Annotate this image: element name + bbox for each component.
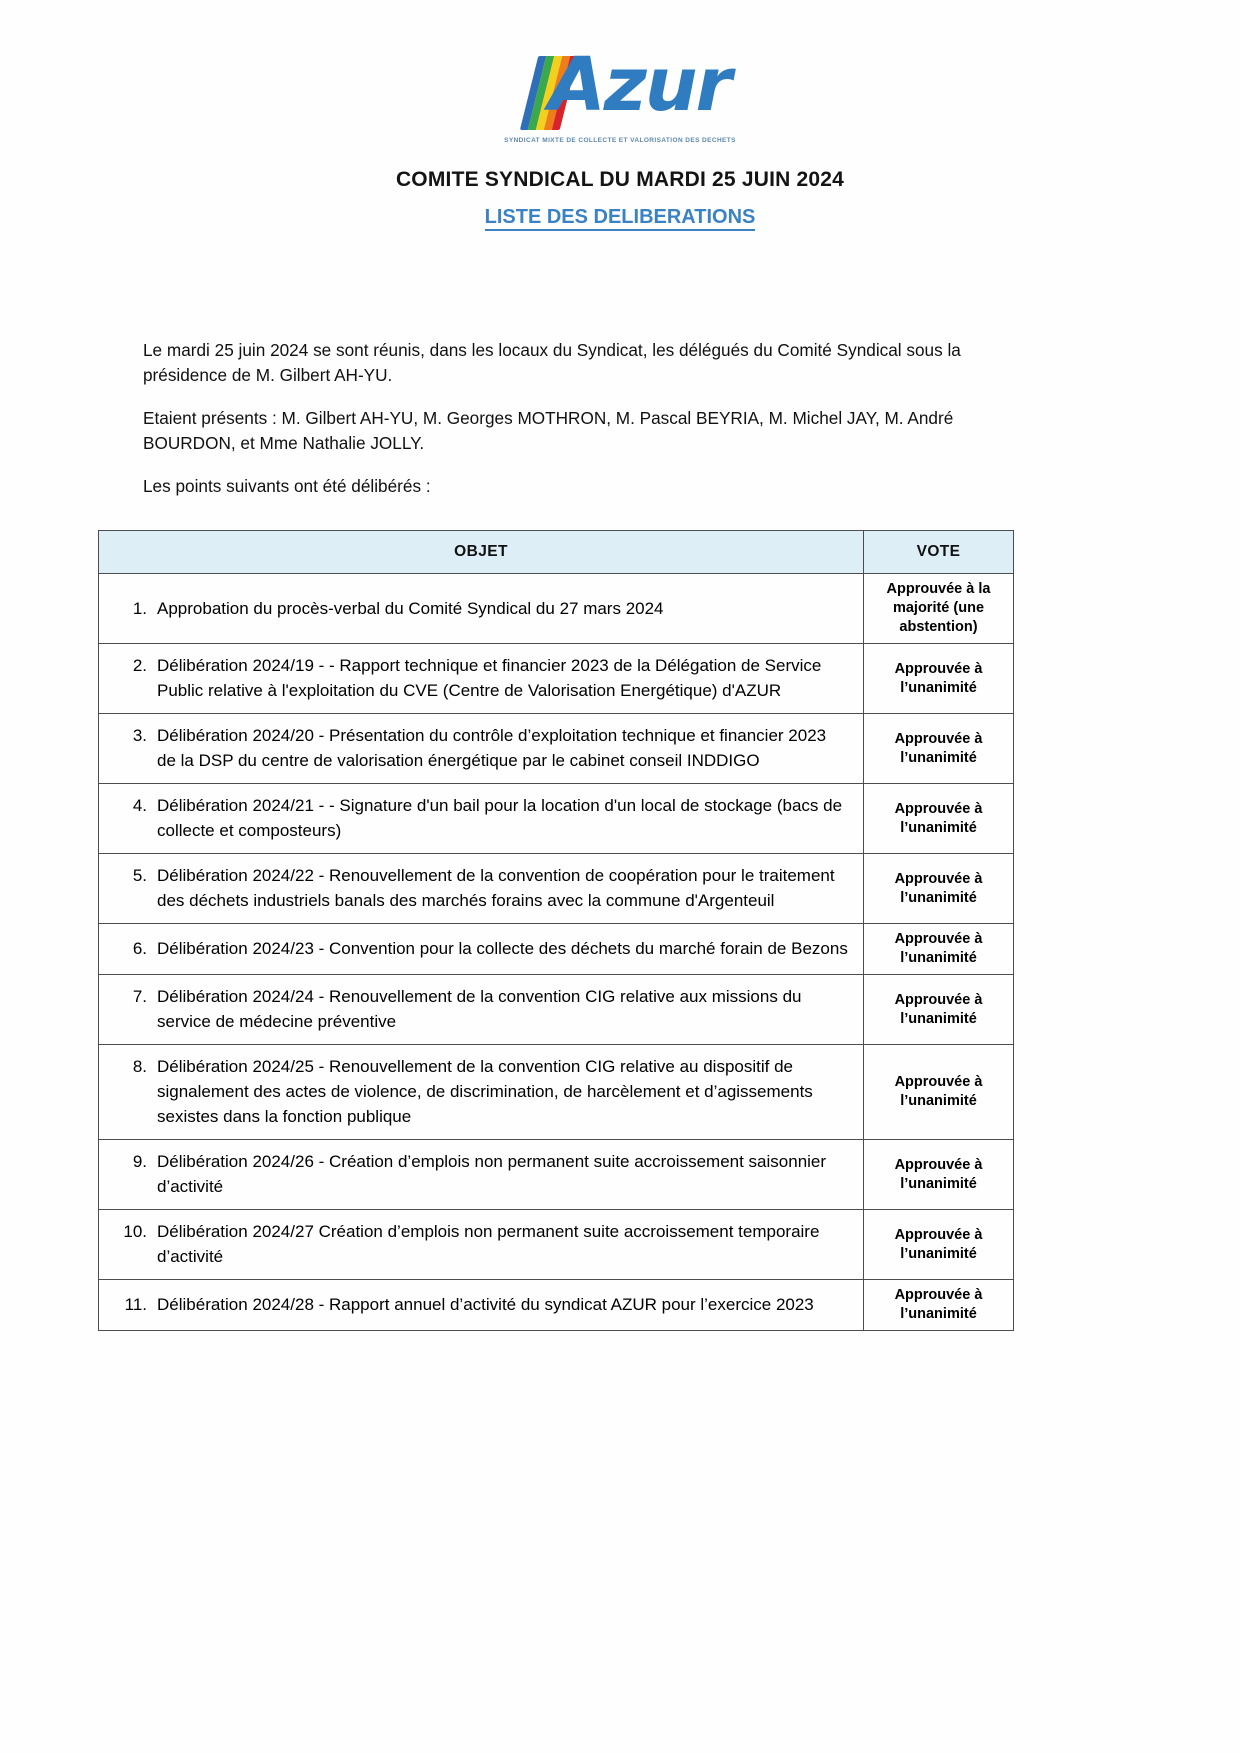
table-row [99,784,1014,854]
table-row [99,574,1014,644]
table-row [99,644,1014,714]
intro-text [143,338,1013,499]
azur-logo [0,42,1240,147]
cell-objet [99,1210,864,1280]
table-row [99,924,1014,975]
item-number: 11. [124,1295,147,1314]
cell-objet [99,714,864,784]
cell-objet [99,1280,864,1331]
cell-objet [99,644,864,714]
logo-tagline: SYNDICAT MIXTE DE COLLECTE ET VALORISATION DES DECHETS [504,137,736,144]
cell-vote: Approuvée à l’unanimité [864,975,1014,1045]
table-row [99,1280,1014,1331]
column-header-vote: VOTE [864,531,1014,574]
cell-vote: Approuvée à l’unanimité [864,644,1014,714]
item-number: 4. [132,796,147,815]
item-text: Délibération 2024/26 - Création d’emplois non permanent suite accroissement saisonnier d’activité [157,1152,827,1196]
cell-vote: Approuvée à l’unanimité [864,1280,1014,1331]
page-subtitle-text: LISTE DES DELIBERATIONS [485,206,756,231]
page-title: COMITE SYNDICAL DU MARDI 25 JUIN 2024 [395,168,845,191]
item-text: Délibération 2024/19 - - Rapport technique et financier 2023 de la Délégation de Service Public relative à l'exploitation du CVE (Centre de Valorisation Energétique) d'AZUR [157,656,822,700]
item-text: Délibération 2024/22 - Renouvellement de la convention de coopération pour le traitement des déchets industriels banals des marchés forains avec la commune d'Argenteuil [157,866,835,910]
intro-paragraph-2: Etaient présents : M. Gilbert AH-YU, M. Georges MOTHRON, M. Pascal BEYRIA, M. Michel JAY, M. André BOURDON, et Mme Nathalie JOLLY. [143,408,954,453]
item-number: 3. [132,726,147,745]
item-number: 5. [132,866,147,885]
cell-objet [99,924,864,975]
cell-vote: Approuvée à l’unanimité [864,924,1014,975]
objet-row-inner [113,723,849,773]
cell-objet [99,854,864,924]
objet-row-inner [113,1054,849,1129]
item-text: Approbation du procès-verbal du Comité Syndical du 27 mars 2024 [157,598,664,618]
objet-row-inner [113,1292,849,1317]
table-header-row [99,531,1014,574]
cell-vote: Approuvée à l’unanimité [864,1045,1014,1140]
objet-row-inner [113,984,849,1034]
deliberations-table [98,530,1014,1331]
table-row [99,1140,1014,1210]
item-number: 1. [132,598,147,618]
cell-objet [99,1045,864,1140]
item-text: Délibération 2024/23 - Convention pour la collecte des déchets du marché forain de Bezons [157,939,848,958]
objet-row-inner [113,1219,849,1269]
cell-vote: Approuvée à l’unanimité [864,854,1014,924]
cell-vote: Approuvée à l’unanimité [864,1140,1014,1210]
cell-objet [99,975,864,1045]
table-row [99,1045,1014,1140]
page-subtitle [0,206,1240,229]
item-text: Délibération 2024/27 Création d’emplois non permanent suite accroissement temporaire d’activité [157,1222,820,1266]
table-row [99,1210,1014,1280]
cell-objet [99,574,864,644]
item-number: 6. [132,939,147,958]
objet-row-inner [113,936,849,961]
table-row [99,714,1014,784]
item-number: 9. [132,1152,147,1171]
item-number: 8. [132,1057,147,1076]
cell-objet [99,1140,864,1210]
logo-wrap [504,42,736,145]
table-row [99,854,1014,924]
objet-row-inner [113,653,849,703]
objet-row-inner [113,1149,849,1199]
intro-paragraph-3: Les points suivants ont été délibérés : [143,476,431,496]
objet-row-inner [113,793,849,843]
item-text: Délibération 2024/28 - Rapport annuel d’activité du syndicat AZUR pour l’exercice 2023 [157,1295,814,1314]
item-text: Délibération 2024/24 - Renouvellement de la convention CIG relative aux missions du service de médecine préventive [157,987,802,1031]
objet-row-inner [113,596,849,621]
table-head [99,531,1014,574]
item-number: 10. [123,1222,147,1241]
table-body [99,574,1014,1331]
logo-wordmark: Azur [548,42,731,128]
cell-vote: Approuvée à l’unanimité [864,1210,1014,1280]
item-text: Délibération 2024/20 - Présentation du contrôle d’exploitation technique et financier 2023 de la DSP du centre de valorisation énergétique par le cabinet conseil INDDIGO [157,726,827,770]
item-text: Délibération 2024/25 - Renouvellement de la convention CIG relative au dispositif de signalement des actes de violence, de discrimination, de harcèlement et d’agissements sexistes dans la fonction publique [157,1057,813,1126]
column-header-objet: OBJET [99,531,864,574]
cell-vote: Approuvée à la majorité (une abstention) [864,574,1014,644]
cell-objet [99,784,864,854]
table-row [99,975,1014,1045]
objet-row-inner [113,863,849,913]
item-text: Délibération 2024/21 - - Signature d'un bail pour la location d'un local de stockage (bacs de collecte et composteurs) [157,796,843,840]
intro-paragraph-1: Le mardi 25 juin 2024 se sont réunis, dans les locaux du Syndicat, les délégués du Comité Syndical sous la présidence de M. Gilbert AH-YU. [143,340,961,385]
logo-mark [523,42,731,130]
cell-vote: Approuvée à l’unanimité [864,714,1014,784]
item-number: 7. [132,987,147,1006]
item-number: 2. [132,656,147,675]
cell-vote: Approuvée à l’unanimité [864,784,1014,854]
